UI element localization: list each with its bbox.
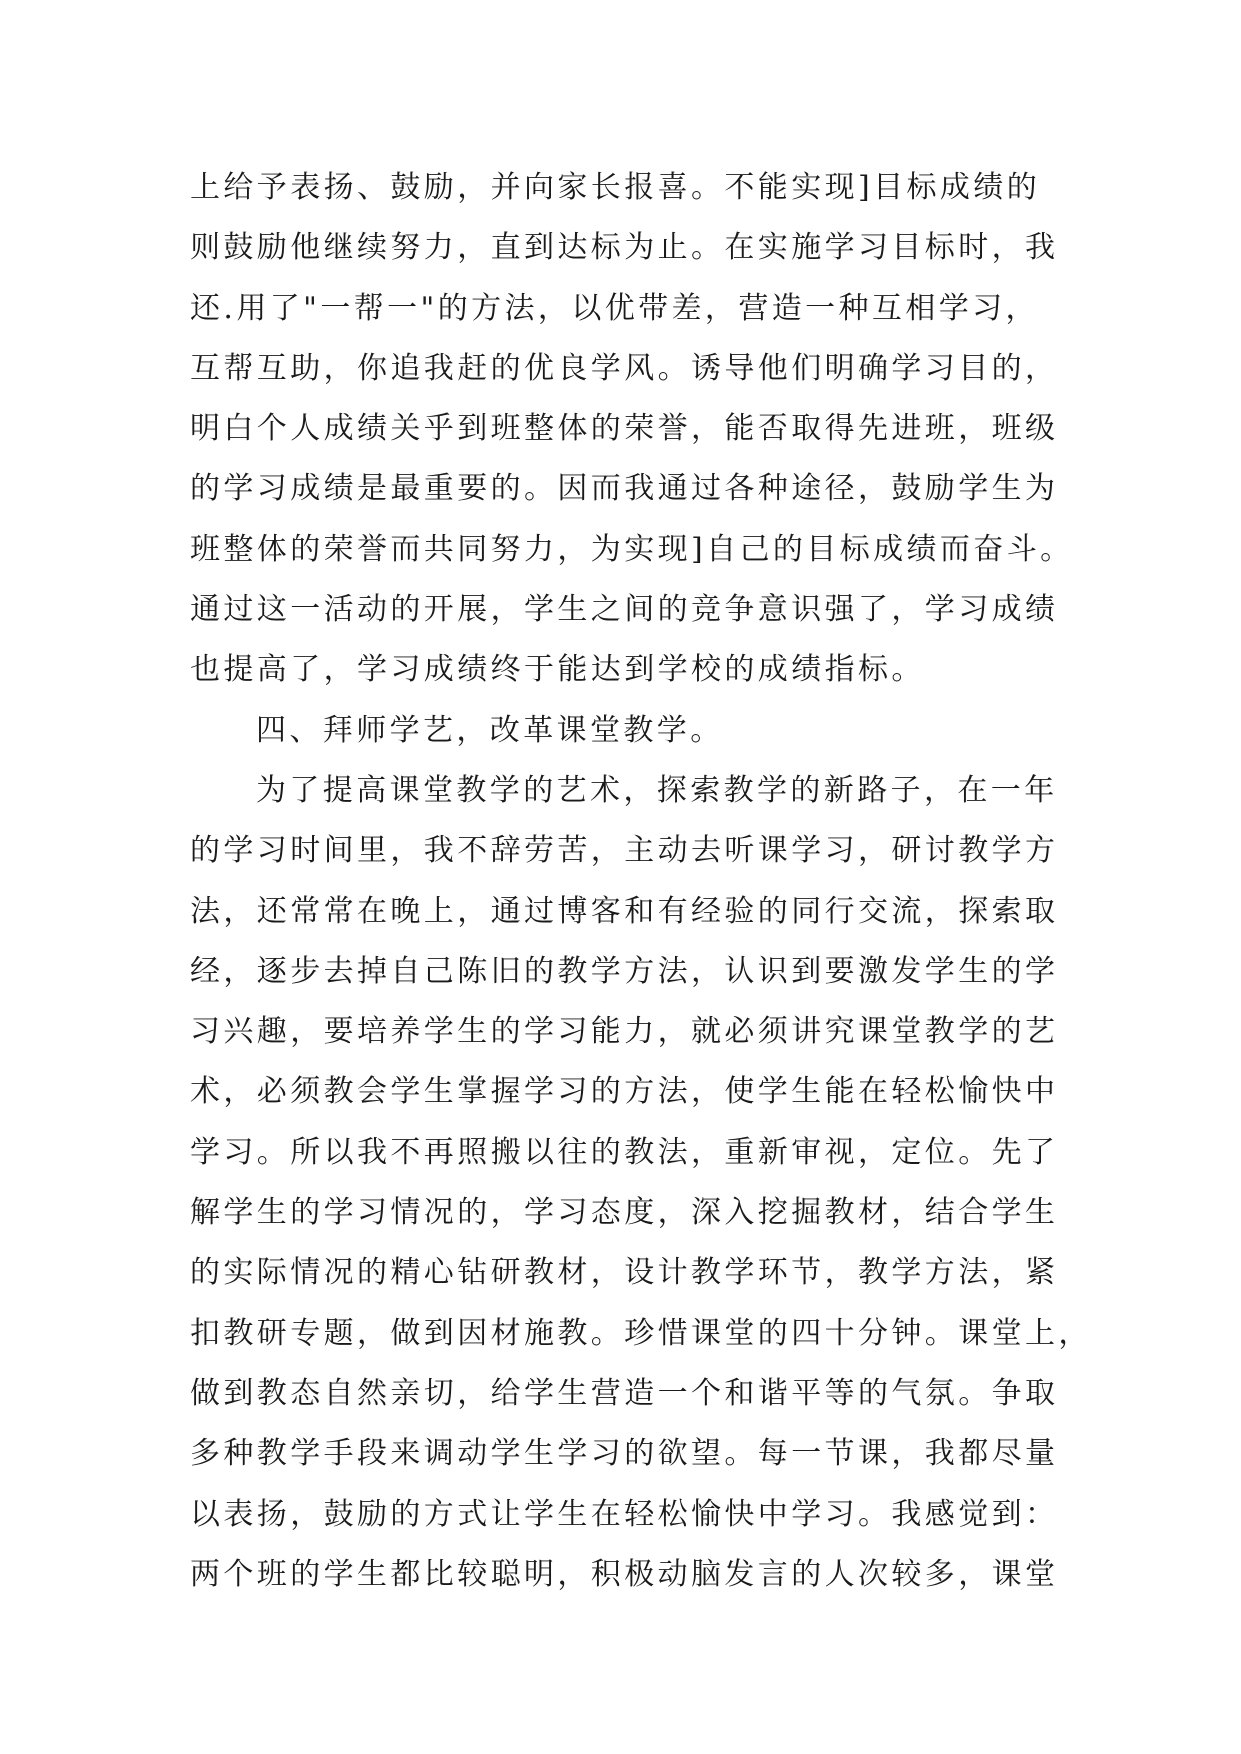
text-line: 的实际情况的精心钻研教材，设计教学环节，教学方法，紧 [190, 1255, 1059, 1291]
text-line: 也提高了，学习成绩终于能达到学校的成绩指标。 [190, 652, 925, 688]
text-line: 以表扬，鼓励的方式让学生在轻松愉快中学习。我感觉到： [190, 1496, 1059, 1532]
text-line: 明白个人成绩关乎到班整体的荣誉，能否取得先进班，班级 [190, 411, 1059, 447]
text-line: 术，必须教会学生掌握学习的方法，使学生能在轻松愉快中 [190, 1074, 1059, 1110]
text-line: 的学习时间里，我不辞劳苦，主动去听课学习，研讨教学方 [190, 833, 1059, 869]
text-line: 的学习成绩是最重要的。因而我通过各种途径，鼓励学生为 [190, 471, 1059, 507]
text-line: 扣教研专题，做到因材施教。珍惜课堂的四十分钟。课堂上， [190, 1315, 1092, 1351]
text-line: 互帮互助，你追我赶的优良学风。诱导他们明确学习目的， [190, 350, 1059, 386]
text-line: 两个班的学生都比较聪明，积极动脑发言的人次较多，课堂 [190, 1556, 1059, 1592]
text-line: 四、拜师学艺，改革课堂教学。 [256, 712, 724, 748]
text-line: 做到教态自然亲切，给学生营造一个和谐平等的气氛。争取 [190, 1375, 1059, 1411]
body-text [190, 158, 1090, 1605]
text-line: 还.用了"一帮一"的方法，以优带差，营造一种互相学习， [190, 290, 1039, 326]
text-line: 则鼓励他继续努力，直到达标为止。在实施学习目标时，我 [190, 230, 1059, 266]
text-line: 通过这一活动的开展，学生之间的竞争意识强了，学习成绩 [190, 592, 1059, 628]
text-line: 解学生的学习情况的，学习态度，深入挖掘教材，结合学生 [190, 1195, 1059, 1231]
text-line: 学习。所以我不再照搬以往的教法，重新审视，定位。先了 [190, 1134, 1059, 1170]
text-line: 为了提高课堂教学的艺术，探索教学的新路子，在一年 [256, 772, 1058, 808]
text-line: 多种教学手段来调动学生学习的欲望。每一节课，我都尽量 [190, 1436, 1059, 1472]
text-line: 班整体的荣誉而共同努力，为实现]自己的目标成绩而奋斗。 [190, 531, 1074, 567]
text-line: 习兴趣，要培养学生的学习能力，就必须讲究课堂教学的艺 [190, 1014, 1059, 1050]
text-line: 经，逐步去掉自己陈旧的教学方法，认识到要激发学生的学 [190, 953, 1059, 989]
text-line: 法，还常常在晚上，通过博客和有经验的同行交流，探索取 [190, 893, 1059, 929]
text-line: 上给予表扬、鼓励，并向家长报喜。不能实现]目标成绩的 [190, 170, 1041, 205]
